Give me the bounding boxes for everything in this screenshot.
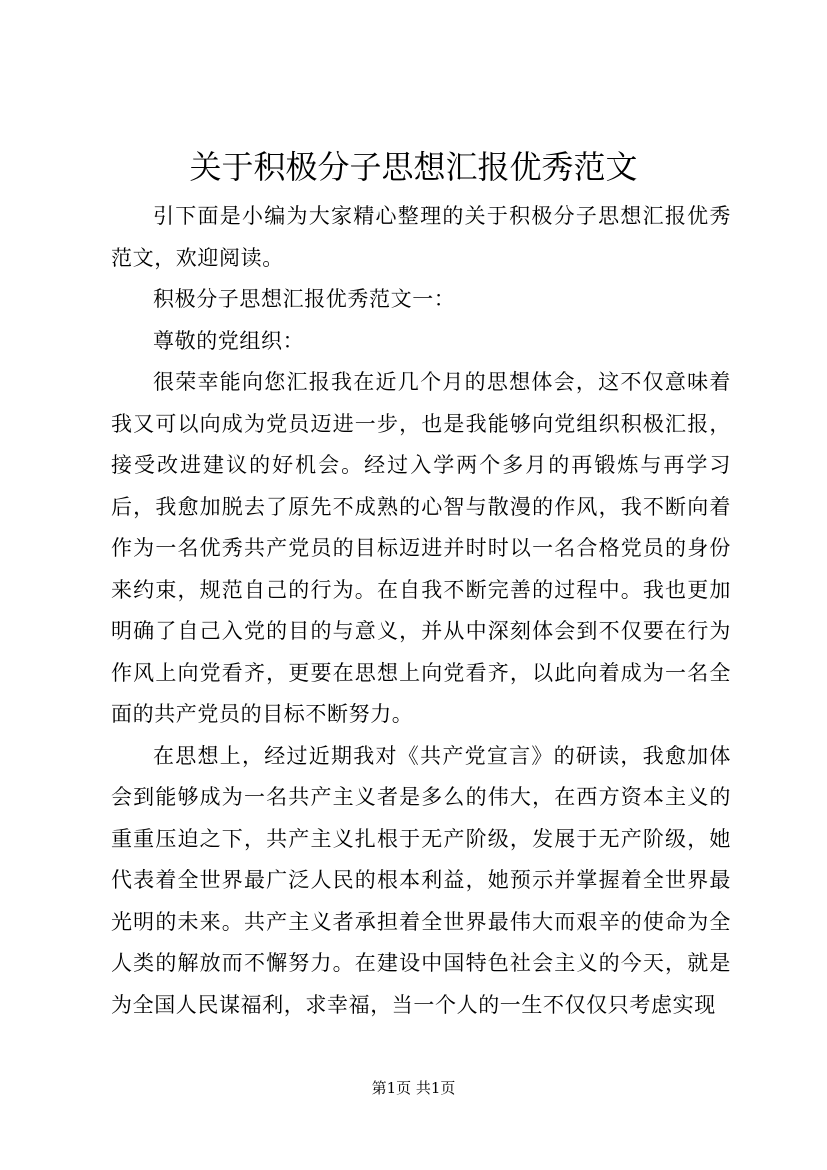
paragraph-salutation: 尊敬的党组织： — [153, 328, 305, 353]
paragraph-subheading: 积极分子思想汇报优秀范文一： — [153, 287, 456, 311]
paragraph-body-1: 很荣幸能向您汇报我在近几个月的思想体会，这不仅意味着我又可以向成为党员迈进一步，也是我能够向党组织积极汇报，接受改进建议的好机会。经过入学两个多月的再锻炼与再学习后，我愈加脱去了原先不成熟的心智与散漫的作风，我不断向着作为一名优秀共产党员的目标迈进并时时以一名合格党员的身份来约束，规范自己的行为。在自我不断完善的过程中。我也更加明确了自己入党的目的与意义，并从中深刻体会到不仅要在行为作风上向党看齐，更要在思想上向党看齐，以此向着成为一名全面的共产党员的目标不断努力。 — [111, 370, 731, 726]
paragraph-body-2: 在思想上，经过近期我对《共产党宣言》的研读，我愈加体会到能够成为一名共产主义者是多么的伟大，在西方资本主义的重重压迫之下，共产主义扎根于无产阶级，发展于无产阶级，她代表着全世界最广泛人民的根本利益，她预示并掌握着全世界最光明的未来。共产主义者承担着全世界最伟大而艰辛的使命为全人类的解放而不懈努力。在建设中国特色社会主义的今天，就是为全国人民谋福利，求幸福，当一个人的一生不仅仅只考虑实现 — [111, 743, 731, 1017]
paragraph-intro: 引下面是小编为大家精心整理的关于积极分子思想汇报优秀范文，欢迎阅读。 — [111, 204, 731, 270]
document-body — [111, 196, 731, 1026]
document-title: 关于积极分子思想汇报优秀范文 — [189, 148, 638, 186]
page-footer: 第1页 共1页 — [371, 1079, 456, 1097]
